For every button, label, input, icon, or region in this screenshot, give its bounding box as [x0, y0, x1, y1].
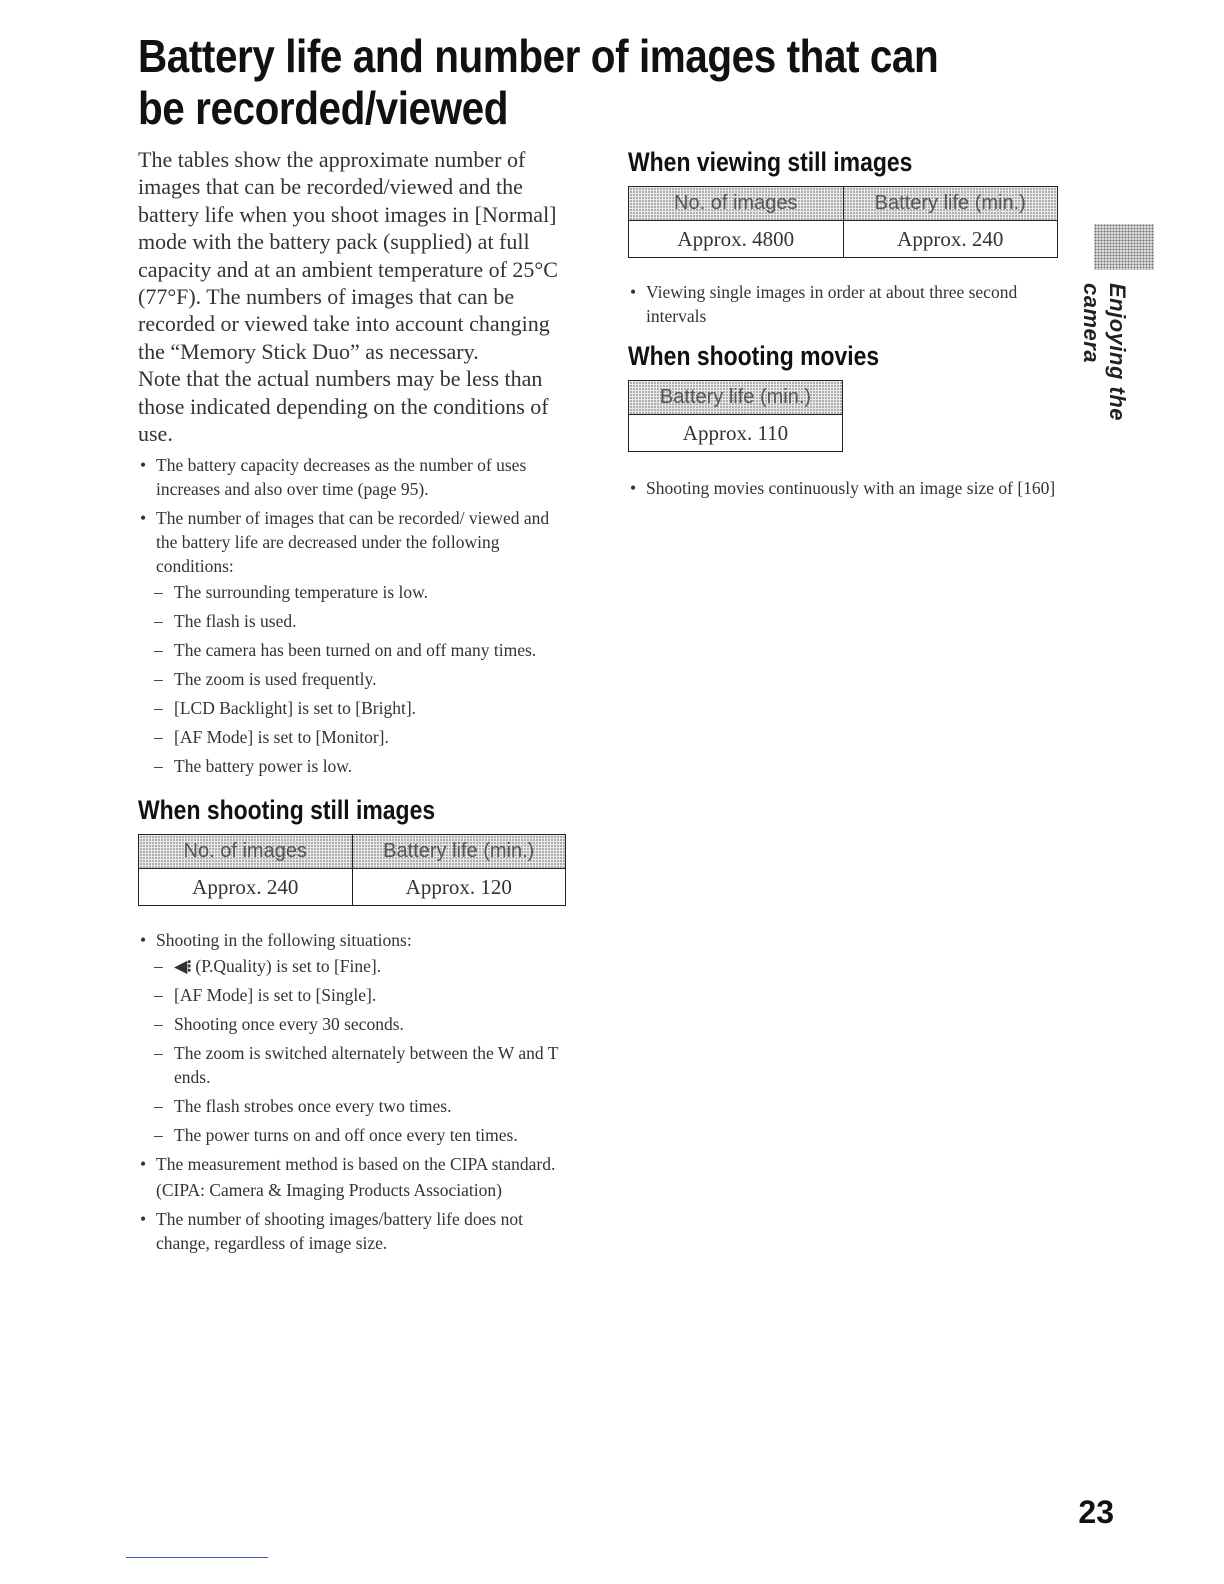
movies-note: • Shooting movies continuously with an image size of [160]	[628, 476, 1060, 500]
situation-item: – The power turns on and off once every ten times.	[138, 1123, 570, 1147]
cipa-note: (CIPA: Camera & Imaging Products Association)	[156, 1180, 502, 1201]
situation-item: – The zoom is switched alternately between the W and T ends.	[138, 1041, 570, 1089]
still-section	[138, 794, 570, 1255]
situation-list	[156, 954, 570, 1147]
viewing-header-images: No. of images	[629, 187, 844, 221]
viewing-note: • Viewing single images in order at about three second intervals	[628, 280, 1060, 328]
still-table	[138, 834, 566, 906]
cipa-text: The measurement method is based on the CIPA standard.	[156, 1154, 556, 1175]
intro-note: Note that the actual numbers may be less than those indicated depending on the conditions of use.	[138, 366, 549, 447]
viewing-section	[628, 146, 1060, 328]
condition-item: – The camera has been turned on and off many times.	[138, 638, 570, 662]
condition-item: – The zoom is used frequently.	[138, 667, 570, 691]
quality-icon: ◀⁝	[174, 956, 192, 977]
intro-paragraph: The tables show the approximate number of images that can be recorded/viewed and the battery life when you shoot images in [Normal] mode with the battery pack (supplied) at full capacity and at an ambient temperature of 25°C (77°F). The numbers of images that can be recorded or viewed take into account changing the “Memory Stick Duo” as necessary.	[138, 147, 558, 364]
viewing-header-battery: Battery life (min.)	[843, 187, 1058, 221]
condition-item: – The flash is used.	[138, 609, 570, 633]
viewing-notes	[628, 280, 1060, 328]
still-heading: When shooting still images	[138, 795, 436, 826]
page-title: Battery life and number of images that can be recorded/viewed	[138, 30, 939, 134]
page-number: 23	[1078, 1494, 1114, 1530]
movies-notes	[628, 476, 1060, 500]
condition-item: – The surrounding temperature is low.	[138, 580, 570, 604]
note-capacity: • The battery capacity decreases as the number of uses increases and also over time (page 95).	[138, 453, 570, 501]
viewing-value-images: Approx. 4800	[629, 221, 844, 258]
still-value-battery: Approx. 120	[352, 869, 566, 906]
still-size-note: • The number of shooting images/battery life does not change, regardless of image size.	[138, 1207, 570, 1255]
viewing-value-battery: Approx. 240	[843, 221, 1058, 258]
still-situations	[138, 928, 570, 1147]
still-header-images: No. of images	[139, 835, 353, 869]
footer-rule	[126, 1557, 268, 1558]
situation-item: – Shooting once every 30 seconds.	[138, 1012, 570, 1036]
condition-item: – The battery power is low.	[138, 754, 570, 778]
section-side-label: Enjoying the camera	[1079, 283, 1130, 421]
quality-text: (P.Quality) is set to [Fine].	[191, 956, 382, 977]
note-decrease	[138, 506, 570, 778]
section-tab-marker	[1094, 224, 1154, 270]
movies-value-battery: Approx. 110	[629, 415, 843, 452]
note-decrease-text: The number of images that can be recorded/ viewed and the battery life are decreased under the following conditions:	[156, 508, 550, 577]
still-cipa	[138, 1152, 570, 1202]
movies-section	[628, 340, 1060, 500]
viewing-table	[628, 186, 1058, 258]
movies-heading: When shooting movies	[628, 341, 880, 371]
still-header-battery: Battery life (min.)	[352, 835, 566, 869]
situation-item: – The flash strobes once every two times.	[138, 1094, 570, 1118]
right-column	[628, 146, 1060, 505]
movies-table	[628, 380, 843, 452]
condition-list	[156, 580, 570, 778]
still-value-images: Approx. 240	[139, 869, 353, 906]
situation-item	[138, 954, 570, 978]
still-notes	[138, 928, 570, 1255]
condition-item: – [AF Mode] is set to [Monitor].	[138, 725, 570, 749]
still-situations-text: Shooting in the following situations:	[156, 930, 412, 951]
movies-header-battery: Battery life (min.)	[629, 381, 843, 415]
situation-item: – [AF Mode] is set to [Single].	[138, 983, 570, 1007]
viewing-heading: When viewing still images	[628, 147, 913, 177]
condition-item: – [LCD Backlight] is set to [Bright].	[138, 696, 570, 720]
general-notes	[138, 453, 570, 778]
left-column	[138, 146, 570, 1260]
